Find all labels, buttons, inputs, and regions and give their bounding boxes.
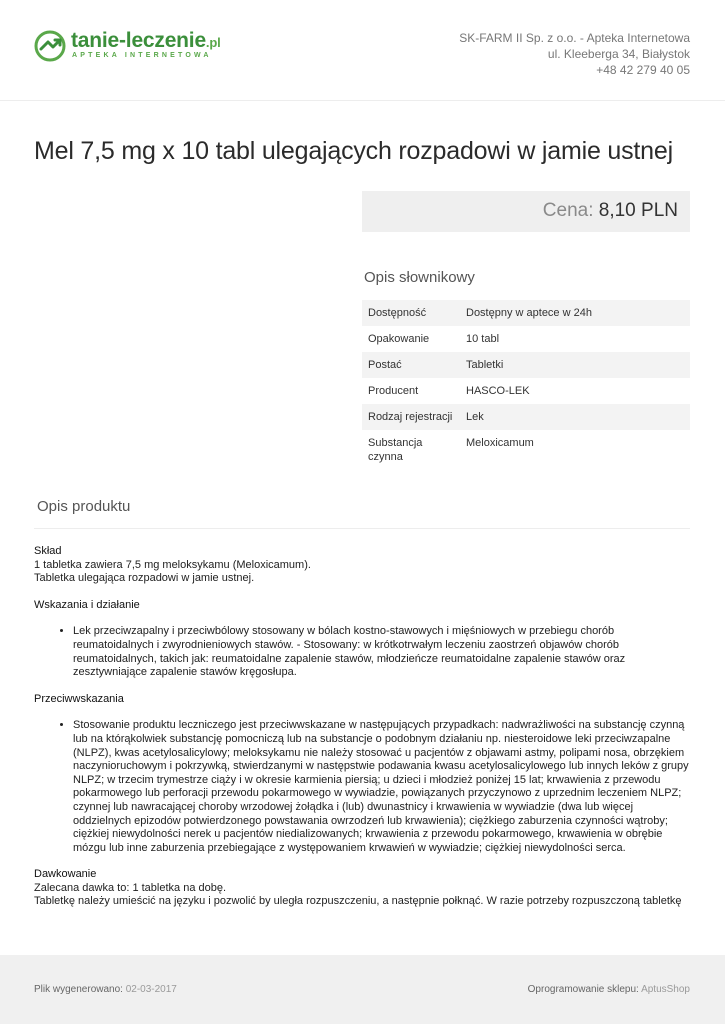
generated-label: Plik wygenerowano: — [34, 984, 123, 995]
spec-key: Substancja czynna — [368, 437, 423, 463]
divider — [34, 528, 690, 529]
section-heading-przeciwwskazania: Przeciwwskazania — [34, 692, 124, 705]
sklad-line: 1 tabletka zawiera 7,5 mg meloksykamu (Meloxicamum). — [34, 558, 311, 571]
spec-value: 10 tabl — [466, 333, 500, 345]
price-value: 8,10 PLN — [598, 200, 678, 221]
table-row — [362, 326, 690, 352]
spec-table — [362, 300, 690, 468]
spec-value: HASCO-LEK — [466, 385, 530, 397]
list-item: • Stosowanie produktu leczniczego jest przeciwwskazane w następujących przypadkach: nadwrażliwości na substancję czynną lub na którąkolwiek substancję pomocniczą lub na substancje o podobnym działaniu np. niesteroidowe leki przeciwzapalne (NLPZ), kwas acetylosalicylowy; meloksykamu nie należy stosować u pacjentów z objawami astmy, polipami nosa, obrzękiem naczynioruchowym i pokrzywką, stwierdzanymi w następstwie podawania kwasu acetylosalicylowego lub innych leków z grupy NLPZ; w trzecim trymestrze ciąży i w okresie karmienia piersią; u dzieci i młodzież poniżej 15 lat; krwawienia z przewodu pokarmowego lub perforacji przewodu pokarmowego w wywiadzie, powiązanych przyczynowo z uprzednim leczeniem NLPZ; czynnej lub nawracającej choroby wrzodowej żołądka i (lub) dwunastnicy i krwawienia w wywiadzie (dwa lub więcej oddzielnych epizodów potwierdzonego powstawania owrzodzeń lub krwawienia); ciężkiego zaburzenia czynności wątroby; ciężkiej niewydolności nerek u pacjentów niedializowanych; krwawienia z przewodu pokarmowego, krwawienia w obrębie mózgu lub inne zaburzenia przebiegające z występowaniem krwawień w wywiadzie; ciężkiej niewydolności serca. — [73, 719, 694, 855]
przeciwwskazania-list — [34, 719, 694, 855]
price-box — [362, 191, 690, 232]
sklad-line: Tabletka ulegająca rozpadowi w jamie ustnej. — [34, 572, 255, 585]
logo-tagline: APTEKA INTERNETOWA — [72, 52, 212, 59]
dictionary-title: Opis słownikowy — [364, 269, 475, 286]
spec-value: Meloxicamum — [466, 437, 534, 449]
store-contact — [459, 30, 690, 78]
contact-address: ul. Kleeberga 34, Białystok — [547, 47, 690, 61]
logo-pill-icon — [34, 30, 66, 62]
spec-key: Opakowanie — [368, 333, 430, 345]
section-heading-sklad: Skład — [34, 545, 62, 557]
table-row — [362, 430, 690, 468]
contact-company: SK-FARM II Sp. z o.o. - Apteka Internetowa — [459, 31, 690, 45]
table-row — [362, 378, 690, 404]
spec-value: Dostępny w aptece w 24h — [460, 300, 690, 326]
spec-key: Postać — [362, 352, 460, 378]
wskazania-list — [34, 625, 694, 679]
spec-value: Tabletki — [460, 352, 690, 378]
contact-phone: +48 42 279 40 05 — [596, 63, 690, 77]
price — [543, 200, 678, 222]
generated-date: 02-03-2017 — [125, 984, 177, 995]
spec-key: Rodzaj rejestracji — [362, 404, 460, 430]
section-heading-dawkowanie: Dawkowanie — [34, 868, 97, 881]
logo-name-text: tanie-leczenie — [71, 29, 206, 52]
spec-value: Lek — [460, 404, 690, 430]
table-row — [362, 352, 690, 378]
page-header — [0, 0, 725, 101]
spec-key: Dostępność — [362, 300, 460, 326]
table-row — [362, 404, 690, 430]
dawkowanie-line: Zalecana dawka to: 1 tabletka na dobę. — [34, 881, 227, 894]
spec-key: Producent — [368, 385, 419, 397]
generated-info — [34, 984, 177, 995]
section-heading-wskazania: Wskazania i działanie — [34, 598, 140, 611]
table-row — [362, 300, 690, 326]
list-item: • Lek przeciwzapalny i przeciwbólowy stosowany w bólach kostno-stawowych i mięśniowych w przebiegu chorób reumatoidalnych i zwyrodnieniowych stawów. - Stosowany: w krótkotrwałym leczeniu zaostrzeń objawów chorób reumatoidalnych, takich jak: reumatoidalne zapalenie stawów, młodzieńcze reumatoidalne zapalenie stawów oraz zesztywniające zapalenie stawów kręgosłupa. — [73, 625, 694, 679]
software-link[interactable]: AptusShop — [641, 984, 690, 995]
logo-name — [71, 29, 221, 53]
dawkowanie-line: Tabletkę należy umieścić na języku i pozwolić by uległa rozpuszczeniu, a następnie połknąć. W razie potrzeby rozpuszczoną tabletkę — [34, 895, 682, 908]
software-label: Oprogramowanie sklepu: — [527, 984, 639, 995]
description-content — [34, 545, 694, 909]
software-info — [528, 984, 690, 995]
price-label: Cena: — [542, 200, 594, 221]
product-title: Mel 7,5 mg x 10 tabl ulegających rozpadowi w jamie ustnej — [34, 137, 673, 165]
logo-tld: .pl — [205, 35, 221, 50]
page-footer — [0, 955, 725, 1024]
description-title: Opis produktu — [37, 498, 131, 515]
